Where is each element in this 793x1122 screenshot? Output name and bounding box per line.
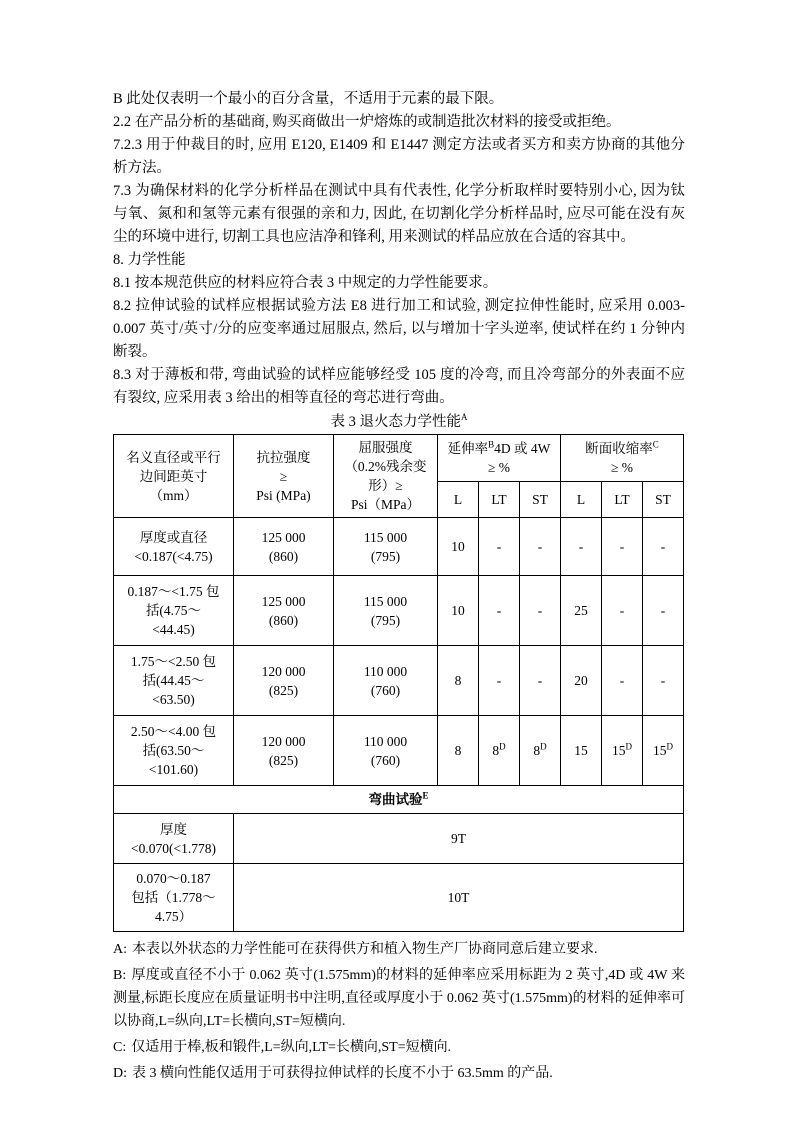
cell-size-range: 0.070～0.187 包括（1.778～ 4.75） [114,864,234,932]
cell-value: - [602,518,643,576]
table-row [114,646,684,716]
header-reduction-group: 断面收缩率$^C$ ≥ % [561,435,684,482]
cell-size-range: 1.75～<2.50 包 括(44.45～ <63.50) [114,646,234,716]
cell-yield: 115 000 (795) [334,576,438,646]
table-row [114,518,684,576]
cell-size-range: 2.50～<4.00 包 括(63.50～ <101.60) [114,716,234,786]
footnote-a: A: 本表以外状态的力学性能可在获得供方和植入物生产厂协商同意后建立要求. [113,942,598,957]
bend-test-row [114,864,684,932]
cell-value: 10 [438,576,479,646]
table-row [114,716,684,786]
header-reduction-ST: ST [643,482,684,518]
cell-value: $8^D$ [520,716,561,786]
cell-value: - [643,518,684,576]
cell-value: 8 [438,716,479,786]
table-caption [113,411,685,433]
section-heading-8: 8. 力学性能 [113,252,186,268]
cell-value: - [643,576,684,646]
cell-tensile: 125 000 (860) [234,576,334,646]
header-elongation-LT: LT [479,482,520,518]
paragraph-note-b: B 此处仅表明一个最小的百分含量，不适用于元素的最下限。 [113,91,504,107]
cell-size-range: 0.187～<1.75 包 括(4.75～ <44.45) [114,576,234,646]
cell-value: - [520,646,561,716]
cell-value: 20 [561,646,602,716]
paragraph-7-3: 7.3 为确保材料的化学分析样品在测试中具有代表性, 化学分析取样时要特别小心, 因为钛与氧、氮和和氢等元素有很强的亲和力, 因此, 在切割化学分析样品时, 应尽可能在没有灰尘的环境中进行, 切割工具也应洁净和锋利, 用来测试的样品应放在合适的容其中。 [113,183,685,245]
cell-yield: 110 000 (760) [334,646,438,716]
cell-tensile: 120 000 (825) [234,716,334,786]
table-caption-text: 表 3 退火态力学性能 [330,414,461,430]
footnote-b: B: 厚度或直径不小于 0.062 英寸(1.575mm)的材料的延伸率应采用标距为 2 英寸,4D 或 4W 来测量,标距长度应在质量证明书中注明,直径或厚度小于 0.062 英寸(1.575mm)的材料的延伸率可以协商,L=纵向,LT=长横向,ST=短横向. [113,968,685,1029]
header-tensile-strength: 抗拉强度 ≥ Psi (MPa) [234,435,334,518]
table-row [114,576,684,646]
footnote-c: C: 仅适用于棒,板和锻件,L=纵向,LT=长横向,ST=短横向. [113,1040,452,1055]
header-elongation-ST: ST [520,482,561,518]
cell-value: $15^D$ [602,716,643,786]
page-content [113,88,685,1088]
cell-yield: 110 000 (760) [334,716,438,786]
cell-tensile: 120 000 (825) [234,646,334,716]
cell-value: - [643,646,684,716]
cell-tensile: 125 000 (860) [234,518,334,576]
cell-bend-factor: 9T [234,814,684,864]
header-nominal-diameter: 名义直径或平行 边间距英寸 （mm） [114,435,234,518]
cell-size-range: 厚度或直径 <0.187(<4.75) [114,518,234,576]
cell-value: - [479,646,520,716]
cell-value: 25 [561,576,602,646]
header-elongation-group: 延伸率$^B$4D 或 4W ≥ % [438,435,561,482]
bend-test-title: 弯曲试验$^E$ [114,786,684,814]
header-row-top [114,435,684,482]
paragraph-7-2-3: 7.2.3 用于仲裁目的时, 应用 E120, E1409 和 E1447 测定方法或者买方和卖方协商的其他分析方法。 [113,137,685,176]
paragraph-8-3: 8.3 对于薄板和带, 弯曲试验的试样应能够经受 105 度的冷弯, 而且冷弯部分的外表面不应有裂纹, 应采用表 3 给出的相等直径的弯芯进行弯曲。 [113,367,685,406]
cell-value: $15^D$ [643,716,684,786]
cell-value: - [520,518,561,576]
cell-size-range: 厚度 <0.070(<1.778) [114,814,234,864]
header-elongation-L: L [438,482,479,518]
header-yield-strength: 屈服强度 （0.2%残余变 形）≥ Psi（MPa） [334,435,438,518]
table-caption-superscript: A [461,412,468,423]
footnote-d: D: 表 3 横向性能仅适用于可获得拉伸试样的长度不小于 63.5mm 的产品. [113,1066,553,1081]
bend-test-row [114,814,684,864]
cell-value: 15 [561,716,602,786]
header-reduction-L: L [561,482,602,518]
paragraph-8-1: 8.1 按本规范供应的材料应符合表 3 中规定的力学性能要求。 [113,275,498,291]
cell-value: - [479,518,520,576]
cell-value: 10 [438,518,479,576]
cell-value: - [602,576,643,646]
cell-value: - [561,518,602,576]
table-footnotes [113,938,685,1085]
header-reduction-LT: LT [602,482,643,518]
mechanical-properties-table [113,434,684,932]
bend-test-title-row [114,786,684,814]
cell-bend-factor: 10T [234,864,684,932]
paragraph-2-2: 2.2 在产品分析的基础商, 购买商做出一炉熔炼的或制造批次材料的接受或拒绝。 [113,114,621,130]
cell-value: $8^D$ [479,716,520,786]
paragraph-8-2: 8.2 拉伸试验的试样应根据试验方法 E8 进行加工和试验, 测定拉伸性能时, 应采用 0.003-0.007 英寸/英寸/分的应变率通过屈服点, 然后, 以与增加十字头逆率, 使试样在约 1 分钟内断裂。 [113,298,685,360]
cell-value: 8 [438,646,479,716]
cell-value: - [520,576,561,646]
cell-value: - [602,646,643,716]
cell-yield: 115 000 (795) [334,518,438,576]
cell-value: - [479,576,520,646]
